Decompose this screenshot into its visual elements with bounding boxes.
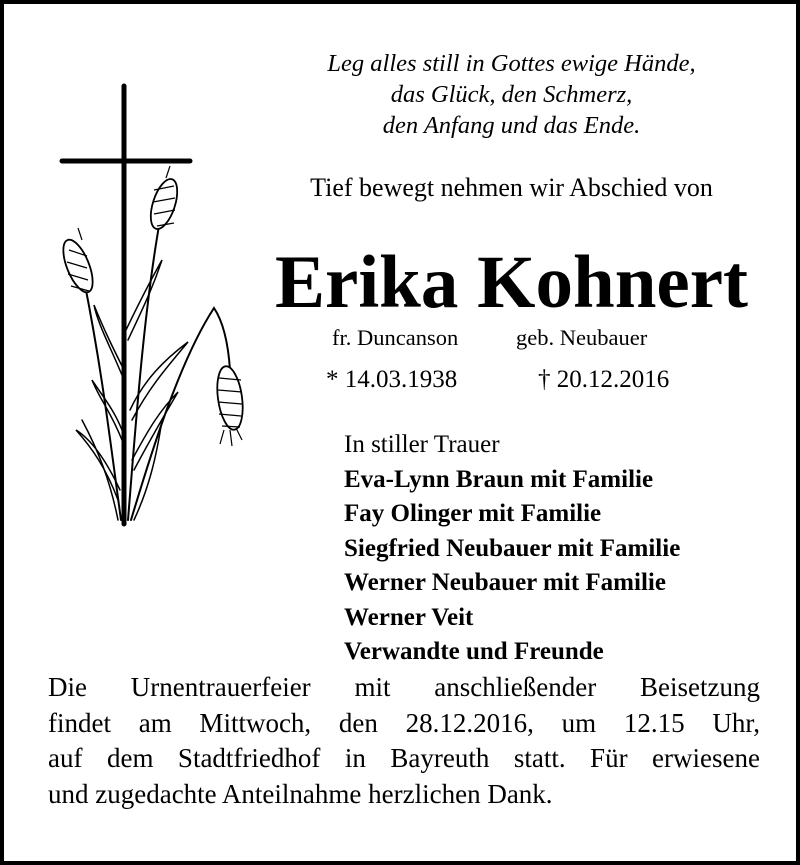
mourner-name: Verwandte und Freunde — [344, 638, 604, 665]
birth-name: geb. Neubauer — [516, 325, 648, 350]
birth-date: * 14.03.1938 — [326, 366, 458, 393]
service-line: Die Urnentrauerfeier mit anschließender Beisetzung — [48, 672, 760, 702]
intro-text: Tief bewegt nehmen wir Abschied von — [310, 173, 713, 202]
cross-with-wheat-icon — [52, 80, 252, 530]
service-info — [48, 670, 760, 812]
deceased-name: Erika Kohnert — [275, 241, 748, 324]
mourners-block — [344, 428, 680, 670]
mourner-name: Siegfried Neubauer mit Familie — [344, 534, 681, 562]
former-name: fr. Duncanson — [332, 325, 459, 350]
mourner-name: Werner Veit — [344, 603, 474, 631]
service-line: und zugedachte Anteilnahme herzlichen Dank. — [48, 778, 553, 809]
mourner-name: Werner Neubauer mit Familie — [344, 569, 666, 596]
death-date: † 20.12.2016 — [538, 366, 670, 393]
mourner-name: Eva-Lynn Braun mit Familie — [344, 465, 654, 493]
verse-line: das Glück, den Schmerz, — [390, 81, 633, 108]
service-line: auf dem Stadtfriedhof in Bayreuth statt. Für erwiesene — [48, 743, 760, 773]
verse-line: Leg alles still in Gottes ewige Hände, — [327, 50, 696, 77]
mourners-heading: In stiller Trauer — [344, 431, 500, 458]
mourner-name: Fay Olinger mit Familie — [344, 500, 602, 527]
verse — [259, 48, 764, 141]
verse-line: den Anfang und das Ende. — [382, 112, 641, 139]
service-line: findet am Mittwoch, den 28.12.2016, um 12.15 Uhr, — [48, 707, 760, 738]
